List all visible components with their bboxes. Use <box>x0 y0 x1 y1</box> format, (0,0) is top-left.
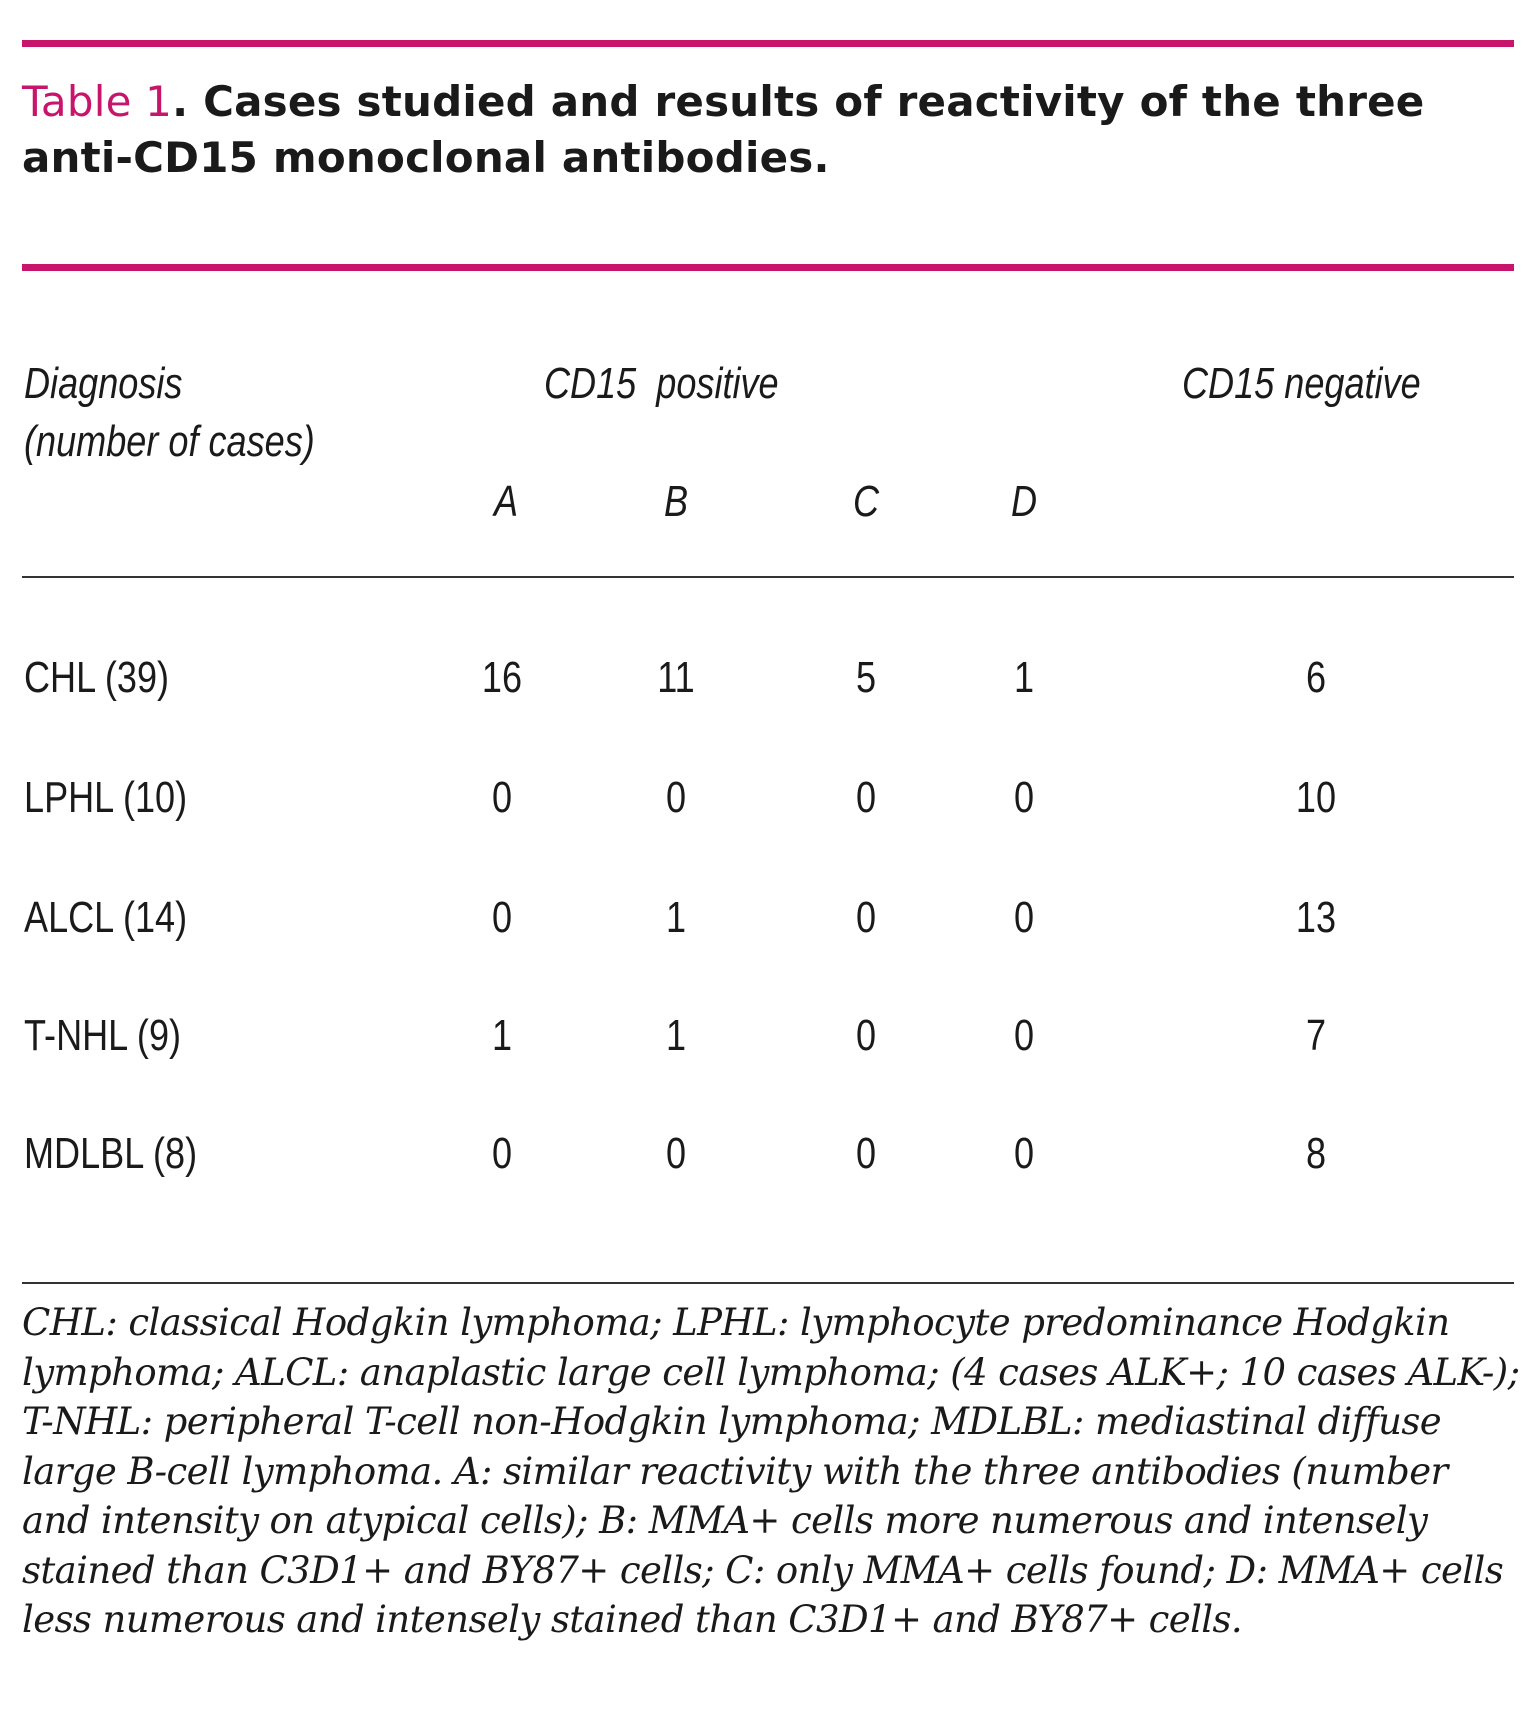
cell-c: 5 <box>855 653 877 702</box>
cell-d: 0 <box>1013 893 1035 942</box>
caption-rule <box>22 264 1514 271</box>
header-cd15-negative: CD15 negative <box>1182 359 1421 408</box>
cell-b: 1 <box>665 1011 687 1060</box>
cell-b: 0 <box>665 773 687 822</box>
top-rule <box>22 40 1514 47</box>
cell-b: 0 <box>665 1129 687 1178</box>
caption-text: . Cases studied and results of reactivity of the three anti-CD15 monoclonal antibodies. <box>22 77 1425 182</box>
header-number-of-cases: (number of cases) <box>24 417 315 466</box>
subheader-d: D <box>1010 477 1038 526</box>
cell-c: 0 <box>855 893 877 942</box>
cell-c: 0 <box>855 1129 877 1178</box>
header-cd15-positive: CD15 positive <box>544 359 779 408</box>
cell-negative: 13 <box>1295 893 1337 942</box>
cell-a: 0 <box>491 1129 513 1178</box>
cell-c: 0 <box>855 1011 877 1060</box>
cell-b: 1 <box>665 893 687 942</box>
cell-a: 1 <box>491 1011 513 1060</box>
cell-a: 16 <box>481 653 523 702</box>
table-label: Table 1 <box>22 77 173 126</box>
cell-d: 1 <box>1013 653 1035 702</box>
cell-b: 11 <box>657 653 695 702</box>
header-rule <box>22 576 1514 578</box>
row-diagnosis: MDLBL (8) <box>24 1129 198 1178</box>
cell-d: 0 <box>1013 1011 1035 1060</box>
subheader-a: A <box>493 477 519 526</box>
cell-a: 0 <box>491 893 513 942</box>
cell-negative: 7 <box>1305 1011 1327 1060</box>
subheader-c: C <box>852 477 880 526</box>
cell-negative: 10 <box>1295 773 1337 822</box>
row-diagnosis: CHL (39) <box>24 653 170 702</box>
cell-d: 0 <box>1013 1129 1035 1178</box>
cell-d: 0 <box>1013 773 1035 822</box>
subheader-b: B <box>663 477 689 526</box>
cell-a: 0 <box>491 773 513 822</box>
row-diagnosis: LPHL (10) <box>24 773 188 822</box>
cell-negative: 6 <box>1305 653 1327 702</box>
table-caption <box>22 74 1522 186</box>
row-diagnosis: ALCL (14) <box>24 893 188 942</box>
cell-c: 0 <box>855 773 877 822</box>
cell-negative: 8 <box>1305 1129 1327 1178</box>
row-diagnosis: T-NHL (9) <box>24 1011 182 1060</box>
header-diagnosis: Diagnosis <box>24 359 183 408</box>
table-footnote: CHL: classical Hodgkin lymphoma; LPHL: lymphocyte predominance Hodgkin lymphoma; ALCL: anaplastic large cell lymphoma; (4 cases ALK+; 10 cases ALK-); T-NHL: peripheral T-cell non-Hodgkin lymphoma; MDLBL: mediastinal diffuse large B-cell lymphoma. A: similar reactivity with the three antibodies (number and intensity on atypical cells); B: MMA+ cells more numerous and intensely stained than C3D1+ and BY87+ cells; C: only MMA+ cells found; D: MMA+ cells less numerous and intensely stained than C3D1+ and BY87+ cells. <box>22 1301 1520 1641</box>
footer-rule <box>22 1282 1514 1284</box>
